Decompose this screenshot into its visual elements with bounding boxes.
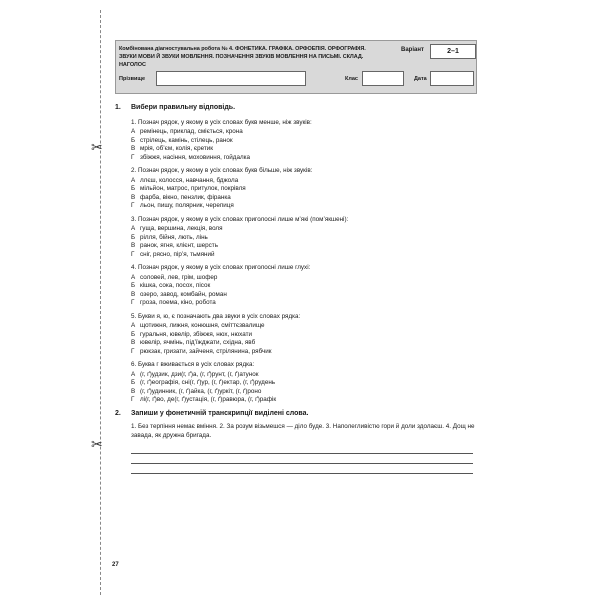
- option-letter: Г: [131, 299, 135, 306]
- answer-option[interactable]: [131, 128, 477, 137]
- class-field[interactable]: [362, 71, 404, 86]
- class-label: Клас: [345, 76, 358, 82]
- option-letter: А: [131, 322, 136, 329]
- surname-field[interactable]: [156, 71, 306, 86]
- option-letter: А: [131, 128, 136, 135]
- date-field[interactable]: [430, 71, 474, 86]
- option-text: гуральня, ювелір, збіжжя, нюх, нюхати: [140, 330, 252, 338]
- date-label: Дата: [414, 76, 427, 82]
- question-1: [131, 119, 477, 163]
- option-text: гроза, поема, кіно, робота: [140, 299, 216, 306]
- option-letter: Б: [131, 185, 136, 192]
- answer-option[interactable]: [131, 137, 477, 146]
- option-text: гуща, вершина, лекція, воля: [140, 225, 223, 232]
- question-title: 1. Познач рядок, у якому в усіх словах букв менше, ніж звуків:: [131, 118, 312, 126]
- option-letter: В: [131, 387, 136, 395]
- option-letter: Б: [131, 379, 136, 386]
- page-number: 27: [112, 562, 119, 568]
- question-title: 6. Буква г вживається в усіх словах рядка:: [131, 361, 255, 368]
- answer-option[interactable]: [131, 251, 477, 260]
- scissors-icon: ✂: [91, 436, 103, 452]
- option-letter: А: [131, 370, 136, 378]
- option-text: ллєш, колосся, навчання, бджола: [140, 176, 239, 184]
- answer-option[interactable]: [131, 371, 477, 380]
- answer-option[interactable]: [131, 185, 477, 194]
- variant-value: 2–1: [430, 44, 476, 59]
- answer-option[interactable]: [131, 331, 477, 340]
- answer-option[interactable]: [131, 379, 477, 388]
- task-number: 2.: [115, 409, 121, 417]
- question-title: 2. Познач рядок, у якому в усіх словах букв більше, ніж звуків:: [131, 167, 313, 174]
- option-text: ранок, ягня, клієнт, шерсть: [140, 242, 218, 249]
- option-text: кішка, сока, посох, пісок: [140, 282, 211, 289]
- answer-option[interactable]: [131, 322, 477, 331]
- option-text: мільйон, матрос, притулок, покрівля: [140, 185, 246, 192]
- question-title: 5. Букви я, ю, є позначають два звуки в усіх словах рядка:: [131, 312, 301, 320]
- answer-line[interactable]: [131, 454, 473, 464]
- option-text: льон, пишу, полярник, черепиця: [140, 202, 234, 209]
- question-title: 4. Познач рядок, у якому в усіх словах приголосні лише глухі:: [131, 264, 311, 271]
- answer-option[interactable]: [131, 299, 477, 308]
- option-letter: А: [131, 176, 136, 184]
- answer-option[interactable]: [131, 154, 477, 163]
- option-letter: Б: [131, 282, 136, 289]
- option-text: соловей, лев, грім, шофер: [140, 273, 218, 281]
- option-letter: Г: [131, 396, 135, 403]
- cut-line: [100, 10, 101, 595]
- option-text: ювелір, ячмінь, під’їжджати, східна, явб: [140, 339, 256, 346]
- task-2-text: 1. Без терпіння немає вміння. 2. За розум візьмешся — діло буде. 3. Наполегливістю гори й доли здолаєш. 4. Дощ не завада, як дружна бригада.: [131, 423, 475, 439]
- answer-option[interactable]: [131, 145, 477, 154]
- option-letter: Г: [131, 347, 135, 355]
- worksheet-page: [115, 40, 477, 474]
- answer-option[interactable]: [131, 396, 477, 405]
- worksheet-header: [115, 40, 477, 94]
- worksheet-title: [119, 45, 389, 69]
- option-letter: В: [131, 242, 136, 249]
- question-6: [131, 361, 477, 405]
- question-5: [131, 313, 477, 357]
- surname-label: Прізвище: [119, 76, 146, 82]
- task-number: 1.: [115, 104, 121, 111]
- question-4: [131, 264, 477, 308]
- answer-option[interactable]: [131, 291, 477, 300]
- option-text: збіжжя, насіння, моховиння, гойдалка: [140, 153, 251, 161]
- option-text: ремінець, приклад, сміється, крона: [140, 128, 243, 135]
- title-line-1: Комбінована діагностувальна робота № 4. ФОНЕТИКА. ГРАФІКА. ОРФОЕПІЯ. ОРФОГРАФІЯ.: [119, 46, 366, 52]
- option-text: (г, ґ)еографія, сні(г, ґ)ур, (г, ґ)ектар, (г, ґ)рудень: [140, 379, 276, 386]
- answer-option[interactable]: [131, 225, 477, 234]
- task-title: Вибери правильну відповідь.: [131, 104, 236, 111]
- option-text: рілля, бійня, лють, лінь: [140, 233, 208, 241]
- answer-option[interactable]: [131, 339, 477, 348]
- task-title: Запиши у фонетичній транскрипції виділені слова.: [131, 409, 309, 417]
- question-3: [131, 216, 477, 260]
- option-text: (г, ґ)удзик, дзи(г, ґ)а, (г, ґ)рунт, (г, ґ)атунок: [140, 370, 259, 378]
- answer-option[interactable]: [131, 242, 477, 251]
- option-letter: Г: [131, 202, 135, 209]
- answer-option[interactable]: [131, 194, 477, 203]
- scissors-icon: ✂: [91, 139, 103, 155]
- option-letter: В: [131, 145, 136, 152]
- answer-option[interactable]: [131, 234, 477, 243]
- answer-line[interactable]: [131, 464, 473, 474]
- option-letter: Г: [131, 250, 135, 258]
- option-letter: Б: [131, 136, 136, 144]
- option-text: сніг, рясно, пір’я, тьмяний: [140, 250, 215, 258]
- option-text: озеро, завод, комбайн, роман: [140, 290, 227, 298]
- option-text: щотижня, лижня, конюшня, сміттєзвалище: [140, 322, 265, 329]
- answer-option[interactable]: [131, 202, 477, 211]
- variant-label: Варіант: [401, 47, 424, 53]
- option-letter: В: [131, 193, 136, 201]
- option-text: (г, ґ)удинник, (г, ґ)айка, (г, ґ)уркіт, (г, ґ)роно: [140, 387, 262, 395]
- option-letter: Б: [131, 330, 136, 338]
- option-text: стрілець, камінь, стілець, ранок: [140, 136, 233, 144]
- option-letter: В: [131, 339, 136, 346]
- answer-lines[interactable]: [131, 444, 477, 474]
- option-text: рюкзак, гризати, зайченя, стрілянина, рябчик: [140, 347, 272, 355]
- question-list: [115, 119, 477, 405]
- option-text: лі(г, ґ)во, де(г, ґ)устація, (г, ґ)равюра, (г, ґ)рафік: [140, 396, 277, 403]
- answer-line[interactable]: [131, 444, 473, 454]
- option-letter: А: [131, 273, 136, 281]
- question-2: [131, 167, 477, 211]
- answer-option[interactable]: [131, 282, 477, 291]
- option-text: мрія, об’єм, колія, єретик: [140, 145, 214, 152]
- question-title: 3. Познач рядок, у якому в усіх словах приголосні лише м’які (пом’якшені):: [131, 215, 349, 223]
- answer-option[interactable]: [131, 274, 477, 283]
- answer-option[interactable]: [131, 388, 477, 397]
- option-letter: А: [131, 225, 136, 232]
- option-text: фарба, вікно, пензлик, фіранка: [140, 193, 231, 201]
- option-letter: Г: [131, 153, 135, 161]
- title-line-2: ЗВУКИ МОВИ Й ЗВУКИ МОВЛЕННЯ. ПОЗНАЧЕННЯ ЗВУКІВ МОВЛЕННЯ НА ПИСЬМІ. СКЛАД. НАГОЛОС: [119, 54, 364, 68]
- answer-option[interactable]: [131, 348, 477, 357]
- option-letter: Б: [131, 233, 136, 241]
- option-letter: В: [131, 290, 136, 298]
- answer-option[interactable]: [131, 177, 477, 186]
- task-2-heading: [115, 410, 477, 419]
- task-1-heading: [115, 104, 477, 113]
